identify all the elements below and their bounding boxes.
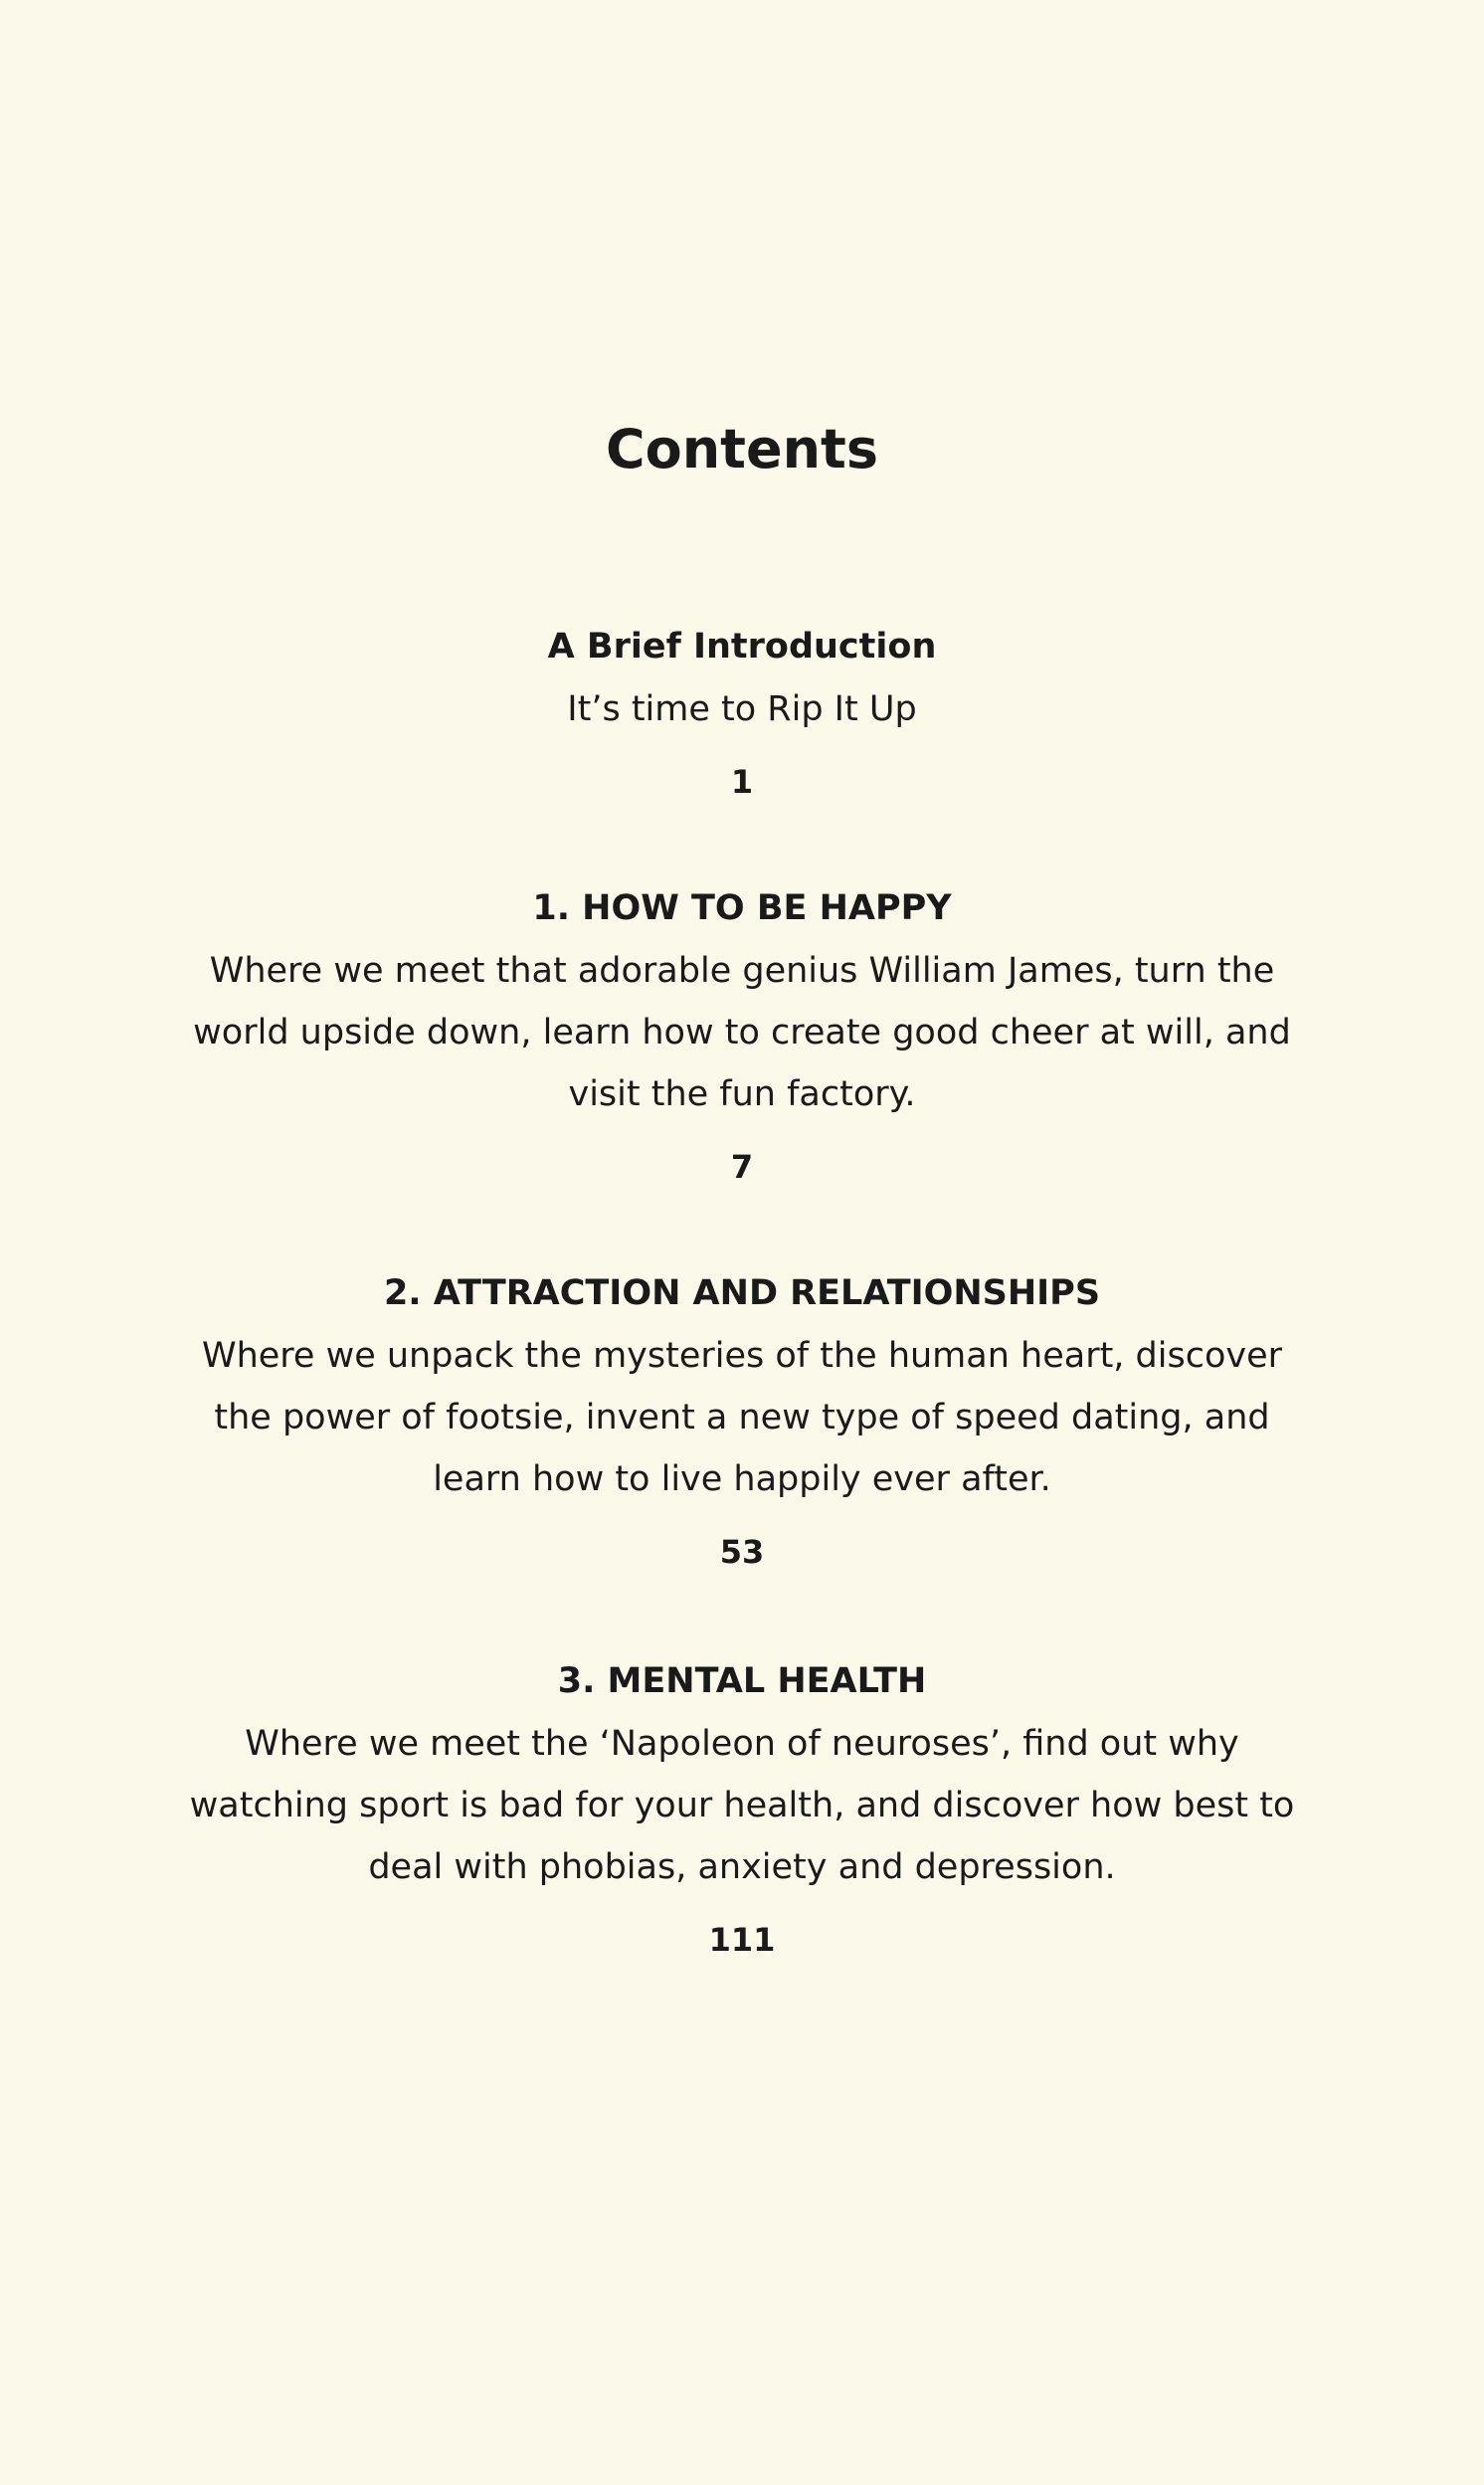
page-title: Contents	[605, 418, 878, 480]
toc-entry-description: Where we meet the ‘Napoleon of neuroses’, find out why watching sport is bad for your health, and discover how best to deal with phobias, anxiety and depression.	[189, 1724, 1295, 1887]
toc-entry-description: Where we meet that adorable genius William James, turn the world upside down, learn how to create good cheer at will, and visit the fun factory.	[193, 951, 1291, 1114]
toc-entry-page-number: 7	[730, 1148, 754, 1186]
toc-entry-page-number: 111	[708, 1921, 776, 1959]
toc-entry-page-number: 1	[730, 763, 754, 801]
toc-entry-heading: 3. MENTAL HEALTH	[557, 1661, 927, 1701]
toc-entry-description: Where we unpack the mysteries of the human heart, discover the power of footsie, invent a new type of speed dating, and learn how to live happily ever after.	[201, 1336, 1283, 1499]
toc-entry-chapter-3[interactable]	[0, 1649, 1484, 1970]
toc-entry-chapter-1[interactable]	[0, 876, 1484, 1197]
toc-entry-introduction[interactable]	[0, 615, 1484, 812]
toc-entry-heading: 2. ATTRACTION AND RELATIONSHIPS	[383, 1273, 1101, 1313]
toc-entry-heading: A Brief Introduction	[547, 627, 937, 667]
toc-entry-chapter-2[interactable]	[0, 1261, 1484, 1582]
toc-entry-description: It’s time to Rip It Up	[567, 689, 917, 729]
toc-entry-heading: 1. HOW TO BE HAPPY	[532, 888, 952, 928]
toc-entry-page-number: 53	[719, 1533, 765, 1571]
